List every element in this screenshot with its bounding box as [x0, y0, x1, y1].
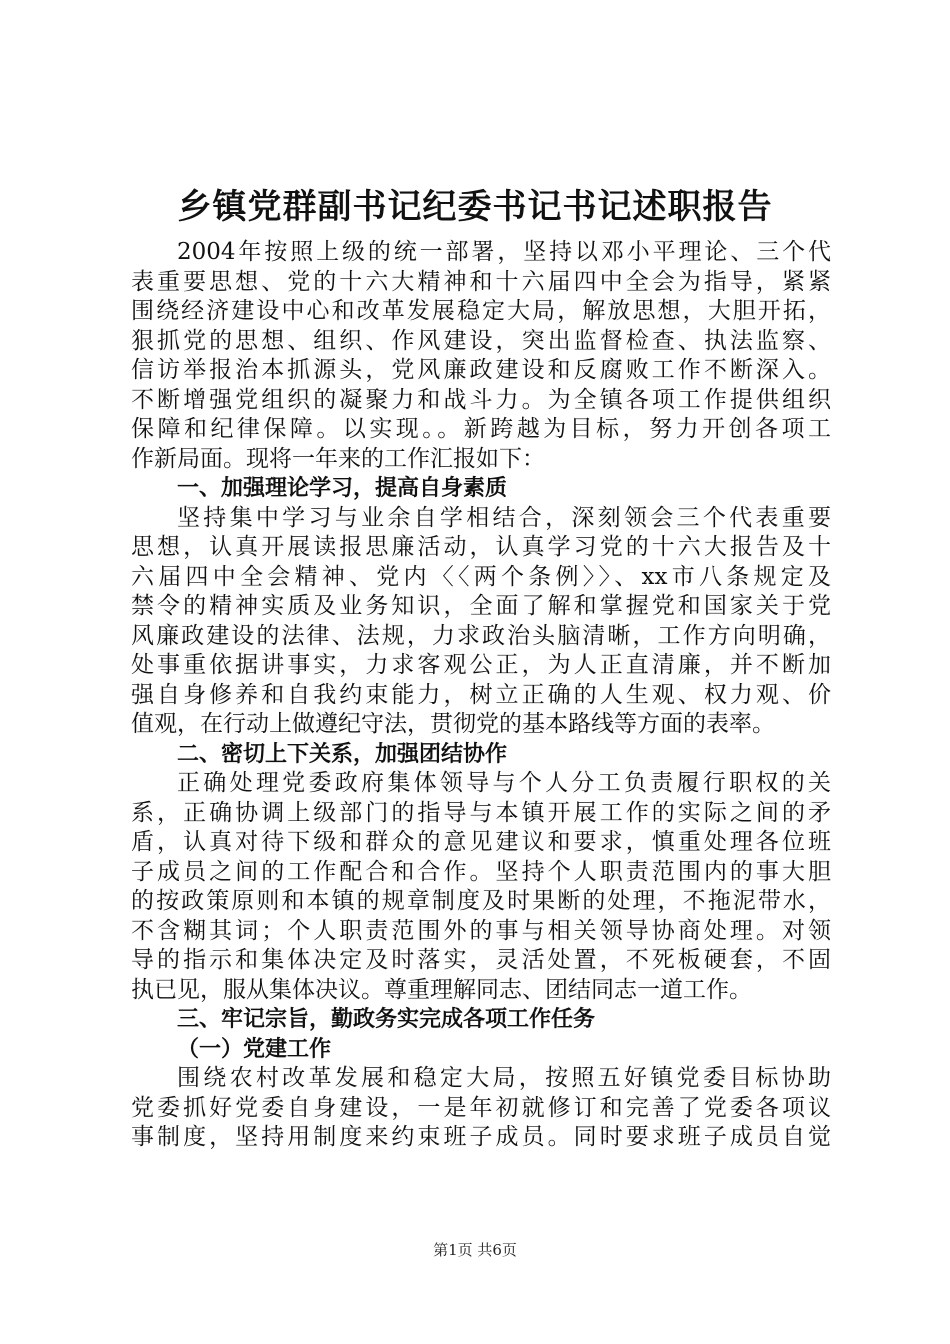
text-line: 党委抓好党委自身建设，一是年初就修订和完善了党委各项议 — [131, 1094, 831, 1121]
text-line: 禁令的精神实质及业务知识，全面了解和掌握党和国家关于党 — [131, 593, 831, 619]
text-line: 思想，认真开展读报思廉活动，认真学习党的十六大报告及十 — [131, 534, 831, 560]
text-line: 系，正确协调上级部门的指导与本镇开展工作的实际之间的矛 — [131, 799, 831, 826]
document-body — [131, 238, 831, 1153]
text-line: 盾，认真对待下级和群众的意见建议和要求，慎重处理各位班 — [131, 829, 831, 855]
text-line: 表重要思想、党的十六大精神和十六届四中全会为指导，紧紧 — [131, 268, 831, 295]
section-heading: 一、加强理论学习，提高自身素质 — [177, 476, 508, 501]
text-line: 的按政策原则和本镇的规章制度及时果断的处理，不拖泥带水， — [131, 888, 831, 914]
text-line: 狠抓党的思想、组织、作风建设，突出监督检查、执法监察、 — [131, 327, 831, 354]
text-line: 风廉政建设的法律、法规，力求政治头脑清晰，工作方向明确， — [131, 622, 831, 649]
text-line: 不断增强党组织的凝聚力和战斗力。为全镇各项工作提供组织 — [131, 386, 831, 413]
text-line: 围绕农村改革发展和稳定大局，按照五好镇党委目标协助 — [177, 1065, 831, 1091]
text-line: 信访举报治本抓源头，党风廉政建设和反腐败工作不断深入。 — [131, 357, 831, 383]
text-line: 坚持集中学习与业余自学相结合，深刻领会三个代表重要 — [177, 504, 831, 531]
text-line: 子成员之间的工作配合和合作。坚持个人职责范围内的事大胆 — [131, 858, 831, 885]
text-line: 执已见，服从集体决议。尊重理解同志、团结同志一道工作。 — [131, 976, 752, 1003]
text-line: 值观，在行动上做遵纪守法，贯彻党的基本路线等方面的表率。 — [131, 711, 775, 737]
text-line: 不含糊其词；个人职责范围外的事与相关领导协商处理。对领 — [131, 917, 831, 944]
text-line: 作新局面。现将一年来的工作汇报如下： — [131, 445, 545, 472]
text-line: 强自身修养和自我约束能力，树立正确的人生观、权力观、价 — [131, 681, 831, 708]
text-line: 围绕经济建设中心和改革发展稳定大局，解放思想，大胆开拓， — [131, 298, 831, 324]
section-heading: （一）党建工作 — [177, 1036, 332, 1062]
text-line: 保障和纪律保障。以实现。。新跨越为目标，努力开创各项工 — [131, 416, 831, 442]
document-title: 乡镇党群副书记纪委书记书记述职报告 — [177, 187, 773, 227]
text-line: 六届四中全会精神、党内〈〈两个条例〉〉、xx市八条规定及 — [131, 563, 831, 590]
text-line: 处事重依据讲事实，力求客观公正，为人正直清廉，并不断加 — [131, 652, 831, 678]
page-footer: 第1页 共6页 — [433, 1241, 517, 1259]
section-heading: 二、密切上下关系，加强团结协作 — [177, 741, 508, 767]
text-line: 事制度，坚持用制度来约束班子成员。同时要求班子成员自觉 — [131, 1124, 831, 1150]
text-line: 2004年按照上级的统一部署，坚持以邓小平理论、三个代 — [177, 239, 831, 265]
text-line: 导的指示和集体决定及时落实，灵活处置，不死板硬套，不固 — [131, 947, 831, 973]
text-line: 正确处理党委政府集体领导与个人分工负责履行职权的关 — [177, 770, 831, 796]
section-heading: 三、牢记宗旨，勤政务实完成各项工作任务 — [177, 1007, 596, 1032]
